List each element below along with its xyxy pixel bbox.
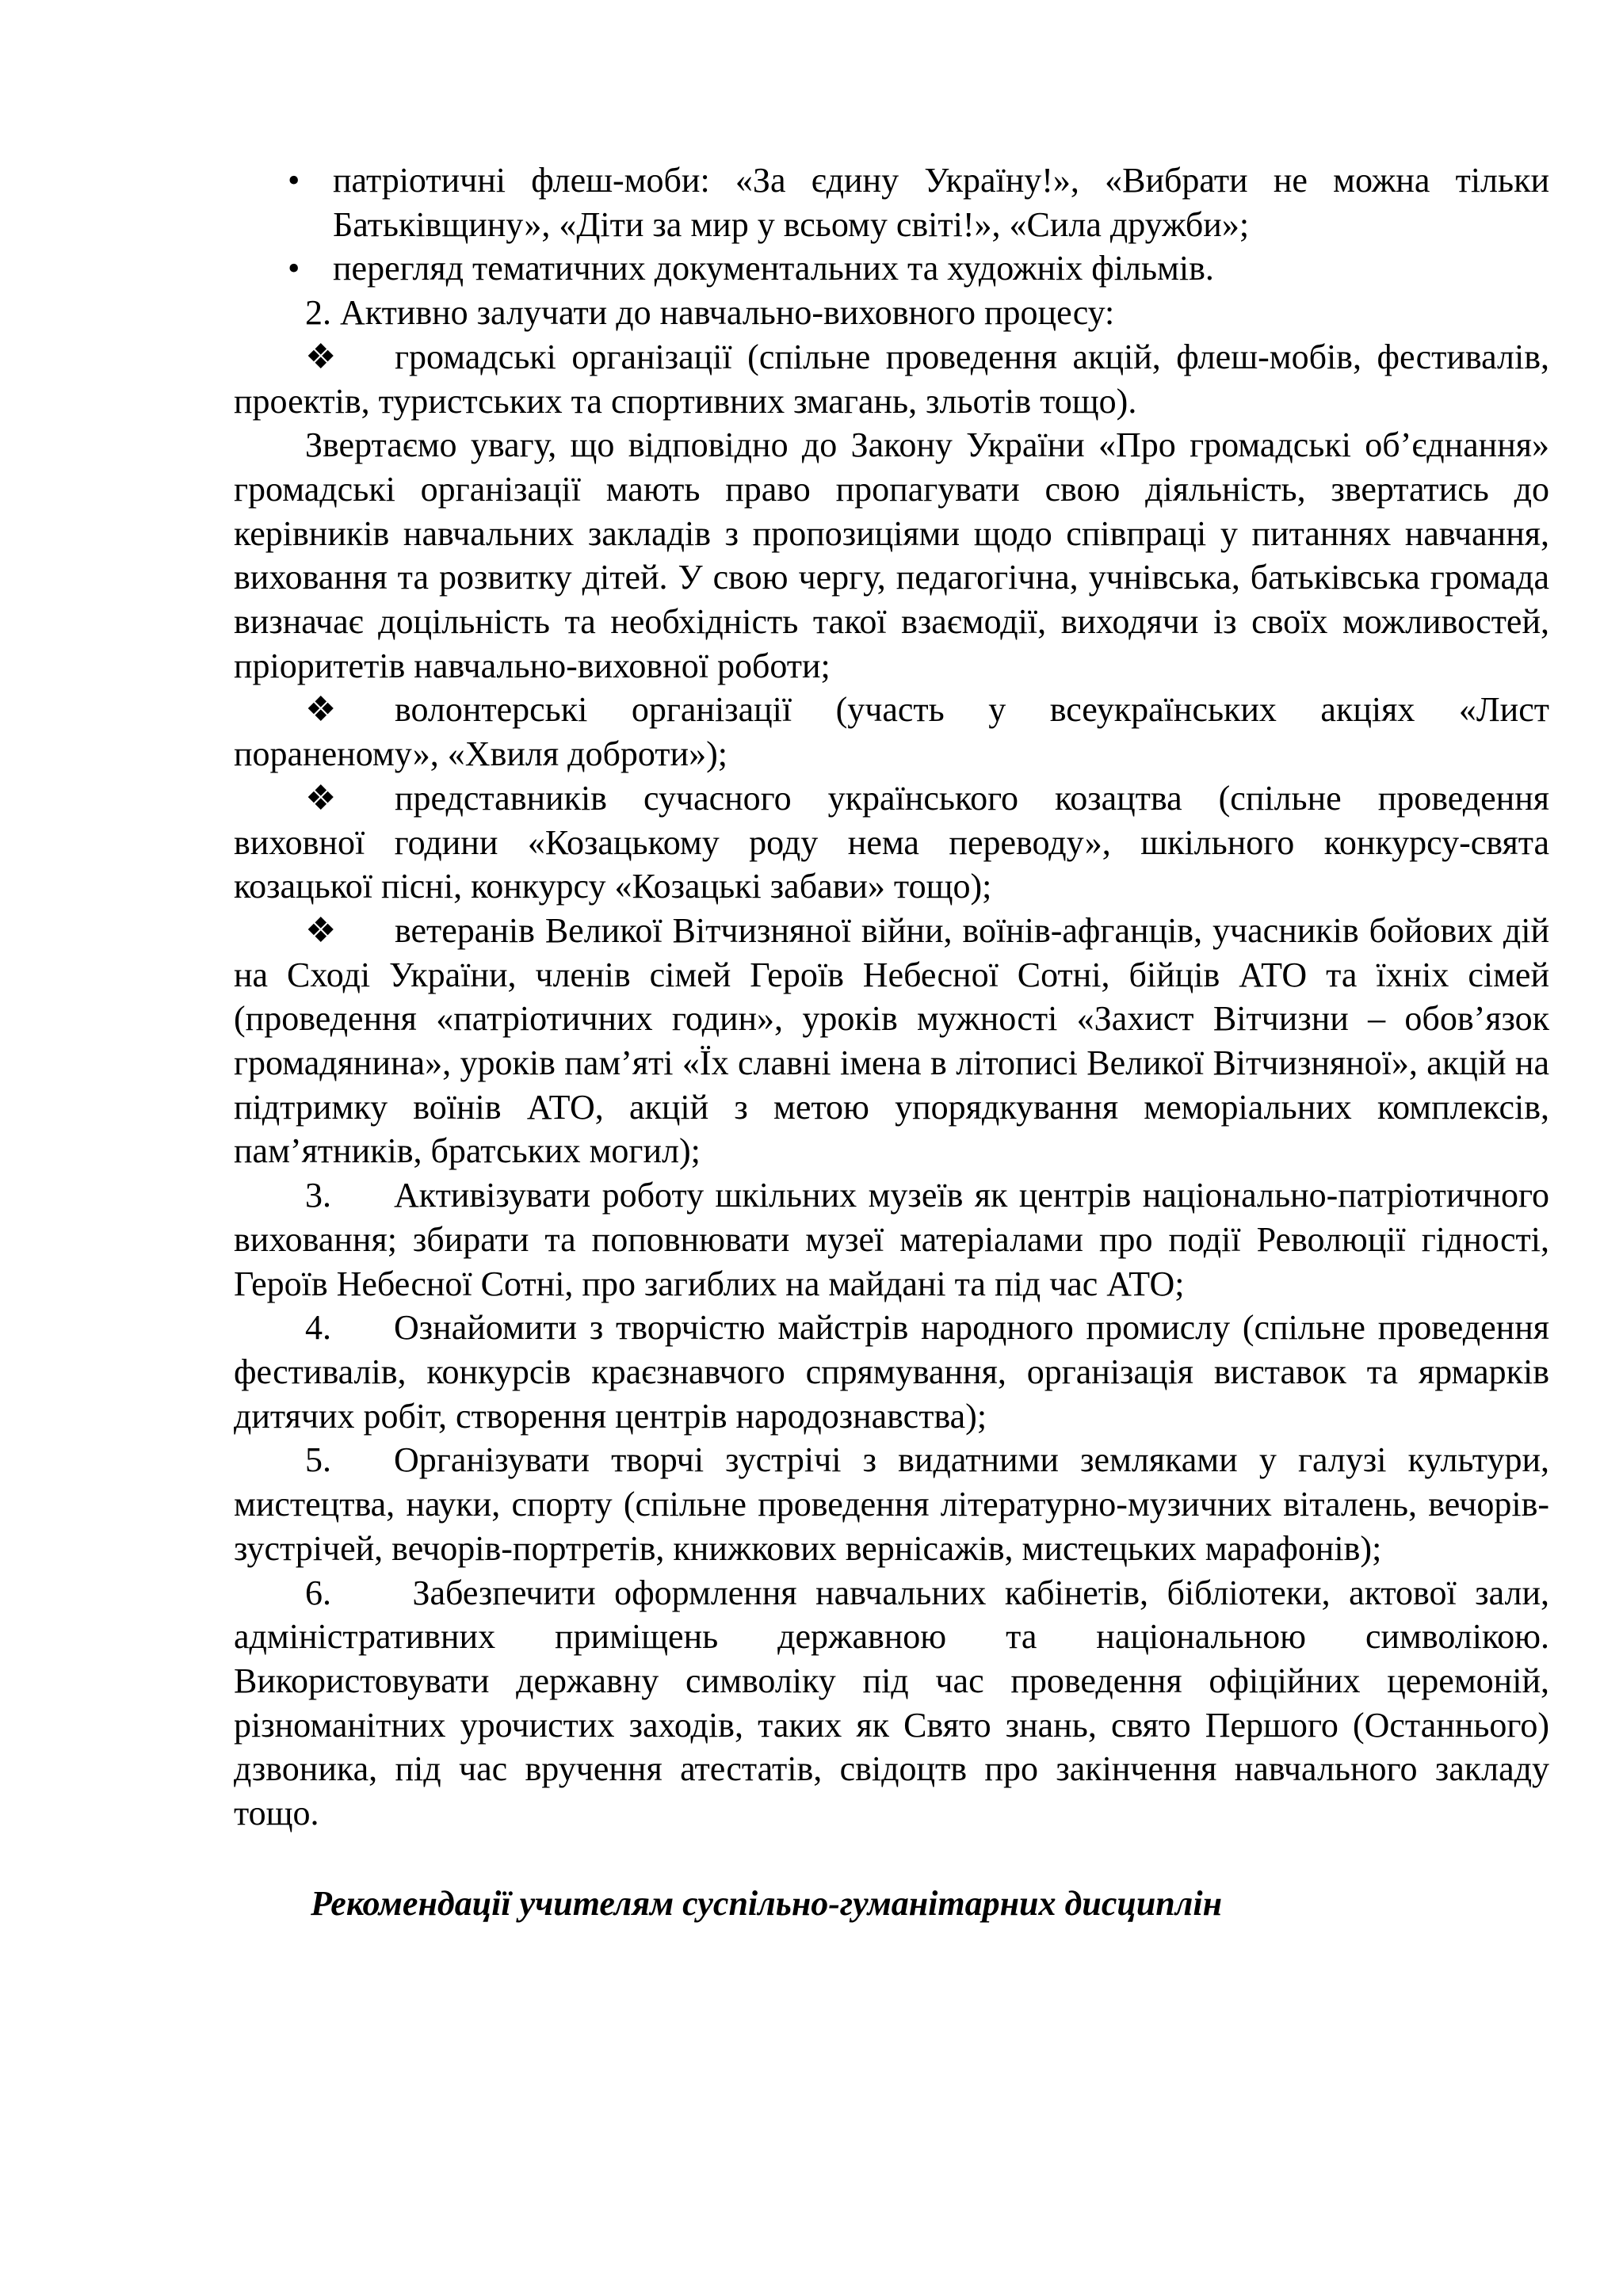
- sub-item-cossacks: [234, 776, 1549, 909]
- document-body: [234, 158, 1549, 1925]
- item-text: Організувати творчі зустрічі з видатними земляками у галузі культури, мистецтва, науки, спорту (спільне проведення літературно-музичних віталень, вечорів-зустрічей, вечорів-портретів, книжкових вернісажів, мистецьких марафонів);: [234, 1440, 1549, 1568]
- diamond-bullet-icon: ❖: [305, 778, 337, 818]
- item-text: Активізувати роботу шкільних музеїв як центрів національно-патріотичного виховання; збирати та поповнювати музеї матеріалами про події Революції гідності, Героїв Небесної Сотні, про загиблих на майдані та під час АТО;: [234, 1176, 1549, 1303]
- sub-item-text: волонтерські організації (участь у всеукраїнських акціях «Лист пораненому», «Хвиля доброти»);: [234, 690, 1549, 774]
- sub-item-veterans: [234, 909, 1549, 1173]
- item-6: [234, 1571, 1549, 1836]
- bullet-item-flashmobs: [234, 158, 1549, 246]
- bullet-icon: •: [288, 249, 300, 288]
- sub-item-volunteer-organizations: [234, 688, 1549, 776]
- sub-item-text: ветеранів Великої Вітчизняної війни, воїнів-афганців, учасників бойових дій на Сході України, членів сімей Героїв Небесної Сотні, бійців АТО та їхніх сімей (проведення «патріотичних годин», уроків мужності «Захист Вітчизни – обов’язок громадянина», уроків пам’яті «Їх славні імена в літописі Великої Вітчизняної», акцій на підтримку воїнів АТО, акцій з метою упорядкування меморіальних комплексів, пам’ятників, братських могил);: [234, 910, 1549, 1171]
- item-text: Забезпечити оформлення навчальних кабінетів, бібліотеки, актової зали, адміністративних приміщень державною та національною символікою. Використовувати державну символіку під час проведення офіційних церемоній, різноманітних урочистих заходів, таких як Свято знань, свято Першого (Останнього) дзвоника, під час вручення атестатів, свідоцтв про закінчення навчального закладу тощо.: [234, 1573, 1549, 1833]
- bullet-item-films: [234, 246, 1549, 291]
- note-paragraph: Звертаємо увагу, що відповідно до Закону України «Про громадські об’єднання» громадські організації мають право пропагувати свою діяльність, звертатись до керівників навчальних закладів з пропозиціями щодо співпраці у питаннях навчання, виховання та розвитку дітей. У свою чергу, педагогічна, учнівська, батьківська громада визначає доцільність та необхідність такої взаємодії, виходячи із своїх можливостей, пріоритетів навчально-виховної роботи;: [234, 425, 1549, 685]
- bullet-text: патріотичні флеш-моби: «За єдину Україну!», «Вибрати не можна тільки Батьківщину», «Діти за мир у всьому світі!», «Сила дружби»;: [333, 161, 1549, 244]
- diamond-bullet-icon: ❖: [305, 337, 337, 376]
- item-number: 4.: [305, 1308, 331, 1348]
- item-number: 5.: [305, 1440, 331, 1480]
- sub-item-text: представників сучасного українського козацтва (спільне проведення виховної години «Козацькому роду нема переводу», шкільного конкурсу-свята козацької пісні, конкурсу «Козацькі забави» тощо);: [234, 778, 1549, 906]
- item-text: Ознайомити з творчістю майстрів народного промислу (спільне проведення фестивалів, конкурсів краєзнавчого спрямування, організація виставок та ярмарків дитячих робіт, створення центрів народознавства);: [234, 1308, 1549, 1436]
- bullet-icon: •: [288, 161, 300, 200]
- item-5: [234, 1438, 1549, 1570]
- diamond-bullet-icon: ❖: [305, 910, 337, 950]
- diamond-bullet-icon: ❖: [305, 690, 337, 730]
- item-2-intro: 2. Активно залучати до навчально-виховного процесу:: [305, 293, 1115, 333]
- item-3: [234, 1173, 1549, 1306]
- section-heading: Рекомендації учителям суспільно-гуманітарних дисциплін: [311, 1883, 1222, 1923]
- sub-item-text: громадські організації (спільне проведення акцій, флеш-мобів, фестивалів, проектів, туристських та спортивних змагань, зльотів тощо).: [234, 337, 1549, 421]
- item-4: [234, 1306, 1549, 1438]
- bullet-text: перегляд тематичних документальних та художніх фільмів.: [333, 249, 1214, 288]
- sub-item-public-organizations: [234, 335, 1549, 423]
- item-number: 3.: [305, 1176, 331, 1215]
- item-number: 6.: [305, 1573, 331, 1612]
